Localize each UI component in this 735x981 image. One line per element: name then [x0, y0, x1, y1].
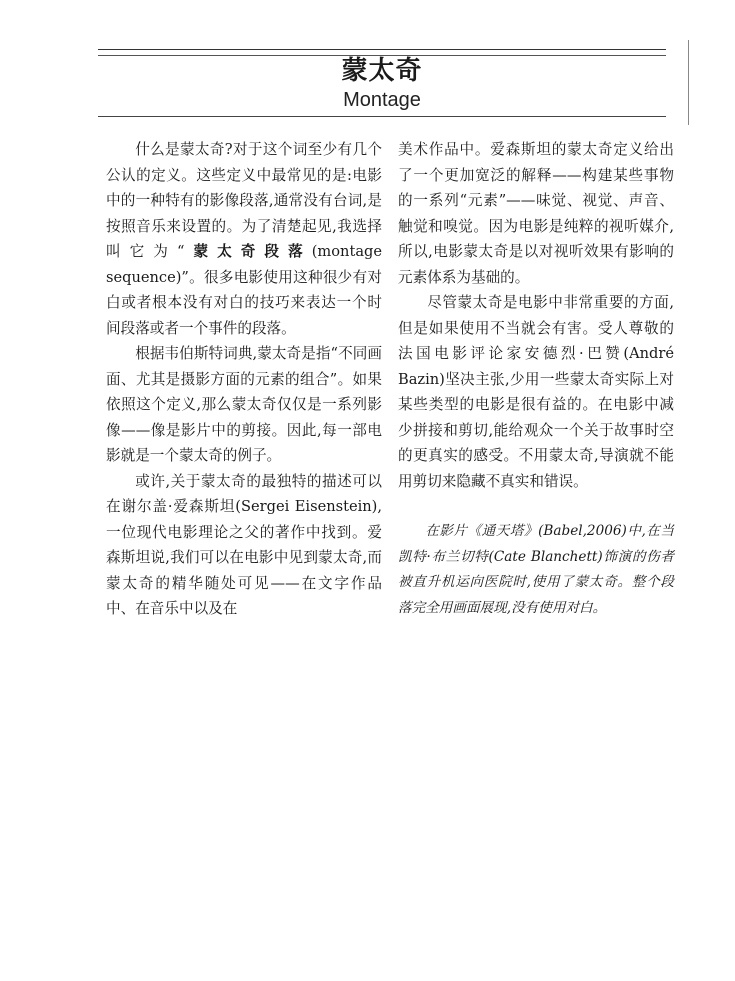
page-subtitle: Montage	[343, 89, 421, 111]
header-rule-bottom	[98, 116, 666, 117]
paragraph-bazin: 尽管蒙太奇是电影中非常重要的方面,但是如果使用不当就会有害。受人尊敬的法国电影评论家安德烈·巴赞(André Bazin)坚决主张,少用一些蒙太奇实际上对某些类型的电影是很有益的。在电影中减少拼接和剪切,能给观众一个关于故事时空的更真实的感受。不用蒙太奇,导演就不能用剪切来隐藏不真实和错误。	[398, 294, 674, 490]
right-column	[398, 137, 674, 621]
page-edge-line	[688, 40, 689, 125]
left-column	[106, 137, 382, 622]
figure-caption: 在影片《通天塔》(Babel,2006)中,在当凯特·布兰切特(Cate Blanchett)饰演的伤者被直升机运向医院时,使用了蒙太奇。整个段落完全用画面展现,没有使用对白。	[398, 523, 674, 616]
term-montage-sequence: 蒙太奇段落	[184, 243, 312, 260]
paragraph-eisenstein-cont: 美术作品中。爱森斯坦的蒙太奇定义给出了一个更加宽泛的解释——构建某些事物的一系列“元素”——味觉、视觉、声音、触觉和嗅觉。因为电影是纯粹的视听媒介,所以,电影蒙太奇是以对视听效果有影响的元素体系为基础的。	[398, 141, 674, 286]
paragraph-text: 什么是蒙太奇?对于这个词至少有几个公认的定义。这些定义中最常见的是:电影中的一种特有的影像段落,通常没有台词,是按照音乐来设置的。为了清楚起见,我选择叫它为“	[106, 141, 382, 260]
page-title: 蒙太奇	[341, 56, 423, 86]
paragraph-definition	[106, 137, 382, 341]
paragraph-text: (montage sequence)”。很多电影使用这种很少有对白或者根本没有对白的技巧来表达一个时间段落或者一个事件的段落。	[106, 243, 382, 337]
paragraph-eisenstein: 或许,关于蒙太奇的最独特的描述可以在谢尔盖·爱森斯坦(Sergei Eisenstein),一位现代电影理论之父的著作中找到。爱森斯坦说,我们可以在电影中见到蒙太奇,而蒙太奇的精华随处可见——在文字作品中、在音乐中以及在	[106, 472, 382, 617]
header-rule-top	[98, 49, 666, 50]
paragraph-webster: 根据韦伯斯特词典,蒙太奇是指“不同画面、尤其是摄影方面的元素的组合”。如果依照这个定义,那么蒙太奇仅仅是一系列影像——像是影片中的剪接。因此,每一部电影就是一个蒙太奇的例子。	[106, 345, 382, 464]
